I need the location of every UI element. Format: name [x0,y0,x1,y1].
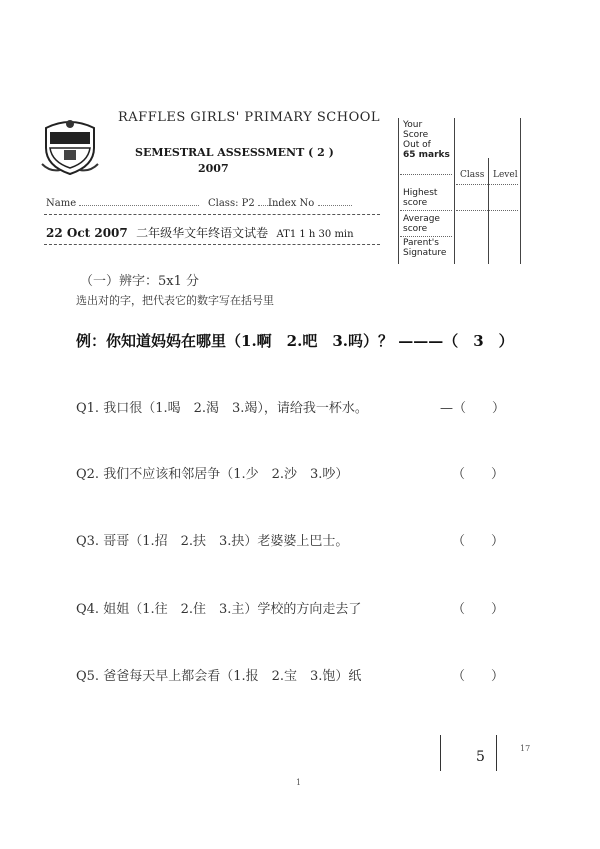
exam-year: 2007 [198,162,229,175]
page-number: 1 [296,778,302,787]
score-table [398,118,522,264]
question-2: Q2. 我们不应该和邻居争（1.少 2.沙 3.吵） [76,467,349,482]
side-mark: 17 [520,744,531,753]
index-field[interactable] [268,195,352,209]
school-name: RAFFLES GIRLS' PRIMARY SCHOOL [118,110,381,125]
answer-box-3[interactable]: （ ） [452,534,505,549]
question-5: Q5. 爸爸每天早上都会看（1.报 2.宝 3.饱）纸 [76,669,362,684]
average-score-cell: Average score [403,214,440,234]
answer-box-4[interactable]: （ ） [452,602,505,617]
name-field[interactable] [46,195,199,209]
name-input-line[interactable] [79,195,199,206]
section-heading: （一）辨字：5x1 分 [80,274,200,289]
your-score-cell: Your Score Out of 65 marks [403,120,450,160]
answer-box-2[interactable]: （ ） [452,467,505,482]
exam-duration: AT1 1 h 30 min [276,229,354,240]
header-divider [44,214,380,215]
page-score-box [440,735,500,771]
example-question: 例：你知道妈妈在哪里（1.啊 2.吧 3.吗）？ ———（ 3 ） [76,332,514,350]
exam-title: SEMESTRAL ASSESSMENT ( 2 ) [135,146,334,159]
class-label: Class: P2 [208,198,255,209]
question-4: Q4. 姐姐（1.往 2.住 3.主）学校的方向走去了 [76,602,362,617]
exam-date: 22 Oct 2007 [46,226,128,240]
answer-box-5[interactable]: （ ） [452,669,505,684]
level-column-header: Level [493,170,518,180]
header-divider-2 [44,244,380,245]
school-crest-logo [40,114,100,176]
paper-title: 二年级华文年终语文试卷 [136,226,269,240]
index-label: Index No [268,198,315,209]
parent-signature-cell: Parent's Signature [403,238,447,258]
question-1: Q1. 我口很（1.喝 2.渴 3.竭），请给我一杯水。 [76,401,368,416]
question-3: Q3. 哥哥（1.招 2.扶 3.抉）老婆婆上巴士。 [76,534,349,549]
page-score-total: 5 [476,749,485,765]
answer-box-1[interactable]: —（ ） [440,401,506,416]
highest-score-cell: Highest score [403,188,438,208]
section-instruction: 选出对的字，把代表它的数字写在括号里 [76,294,274,307]
class-column-header: Class [460,170,485,180]
name-label: Name [46,198,77,209]
paper-info-line [46,224,354,241]
index-input-line[interactable] [318,195,352,206]
